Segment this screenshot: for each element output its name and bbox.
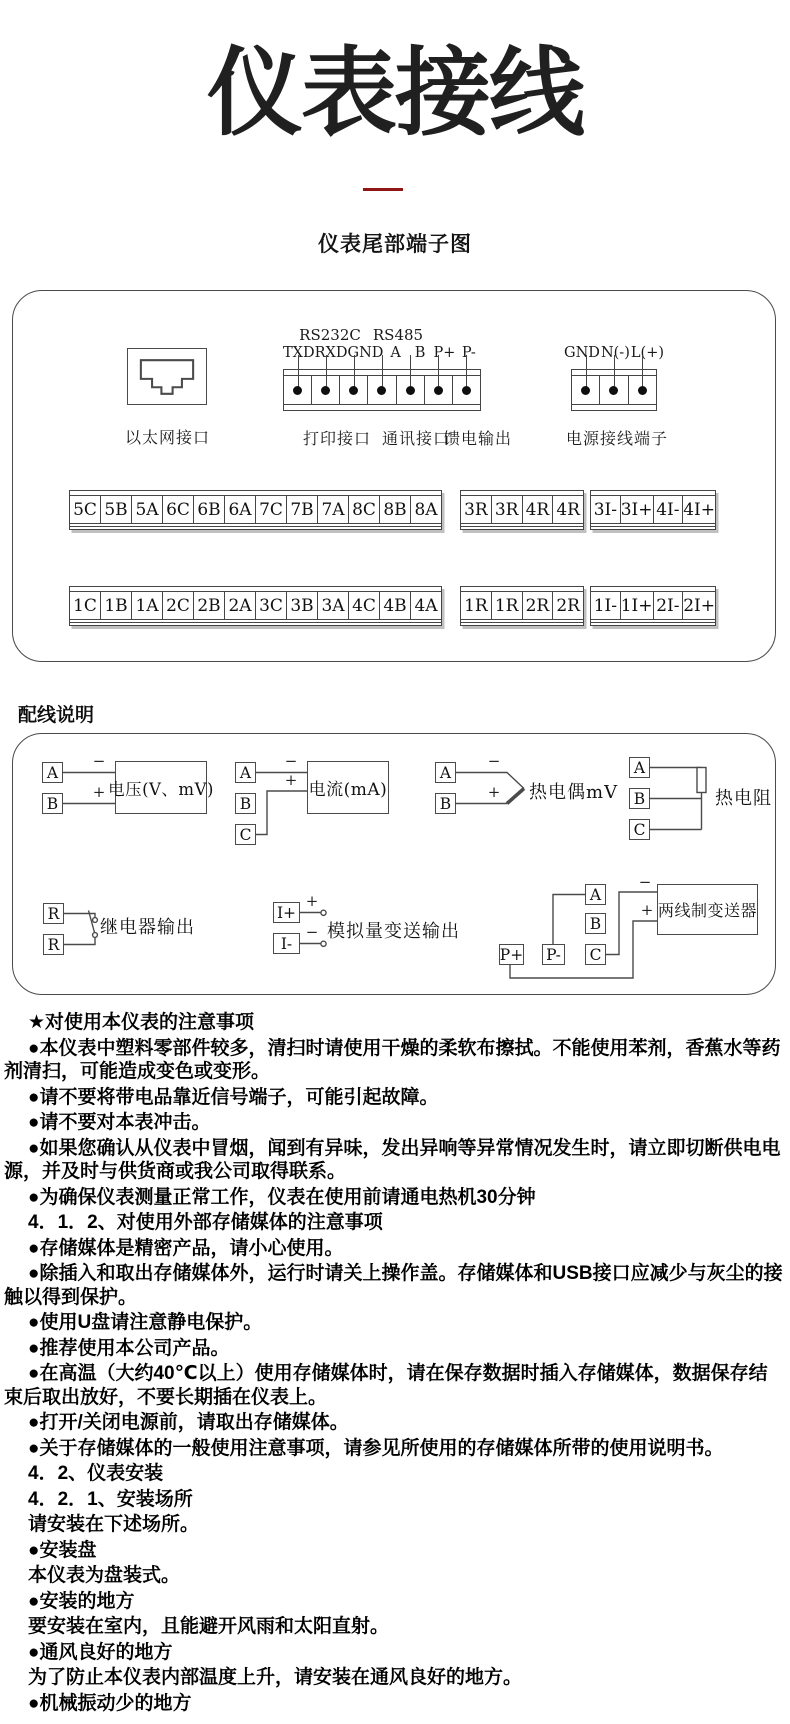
screw-terminal <box>312 376 340 404</box>
current-strip-row2 <box>590 586 716 626</box>
pin-label: TXD <box>283 345 315 361</box>
note-paragraph: ★对使用本仪表的注意事项 <box>28 1012 255 1033</box>
ethernet-port-icon <box>127 348 207 405</box>
rtd-terminal-a: A <box>629 757 650 778</box>
note-paragraph: 要安装在室内，且能避开风雨和太阳直射。 <box>28 1616 390 1637</box>
analog-terminal-iminus: I- <box>273 933 300 954</box>
rtd-label: 热电阻 <box>715 788 772 809</box>
relay-terminal-r2: R <box>43 934 64 955</box>
note-paragraph: ●机械振动少的地方 <box>28 1692 192 1714</box>
ethernet-caption: 以太网接口 <box>125 428 211 447</box>
rs485-label: RS485 <box>372 326 424 344</box>
note-paragraph: ●通风良好的地方 <box>28 1641 173 1663</box>
terminal-cell: 7B <box>287 496 318 523</box>
screw-terminal <box>284 376 312 404</box>
note-paragraph: ●安装的地方 <box>28 1590 135 1612</box>
tc-plus-sign: + <box>487 783 501 801</box>
voltage-minus-sign: − <box>92 752 106 770</box>
current-plus-sign: + <box>284 771 298 789</box>
terminal-cell: 1R <box>492 592 523 619</box>
note-paragraph: ●使用U盘请注意静电保护。 <box>28 1312 263 1333</box>
note-paragraph: ●请不要对本表冲击。 <box>28 1112 211 1133</box>
strip-rail <box>591 523 715 529</box>
terminal-cell: 1I+ <box>621 592 654 619</box>
terminal-cell: 6C <box>163 496 194 523</box>
current-cells-row1 <box>591 496 715 523</box>
screw-terminal <box>340 376 368 404</box>
terminal-cell: 1I- <box>591 592 621 619</box>
terminal-cell: 3C <box>256 592 287 619</box>
terminal-cell: 7A <box>318 496 349 523</box>
screw-terminal <box>368 376 396 404</box>
wiring-diagram <box>12 733 776 995</box>
comm-terminal-strip <box>283 369 481 411</box>
strip-rail <box>461 523 583 529</box>
note-paragraph: ●存储媒体是精密产品，请小心使用。 <box>28 1237 344 1259</box>
terminal-cell: 6A <box>225 496 256 523</box>
title-accent-line <box>363 188 403 191</box>
terminal-cell: 5A <box>132 496 163 523</box>
pin-label: RXD <box>314 345 348 361</box>
page-title: 仪表接线 <box>207 40 583 147</box>
wiring-heading: 配线说明 <box>18 705 95 726</box>
terminal-cell: 4R <box>523 496 554 523</box>
relay-cells-row2 <box>461 592 583 619</box>
channel-strip-row2 <box>69 586 442 626</box>
note-paragraph: 请安装在下述场所。 <box>28 1514 200 1535</box>
rtd-terminal-b: B <box>629 788 650 809</box>
current-terminal-a: A <box>235 762 256 783</box>
current-cells-row2 <box>591 592 715 619</box>
note-paragraph: ●在高温（大约40℃以上）使用存储媒体时，请在保存数据时插入存储媒体，数据保存结束后取出放好，不要长期插在仪表上。 <box>4 1363 768 1408</box>
rj45-jack-icon <box>139 358 195 396</box>
twowire-minus-sign: − <box>638 873 652 891</box>
terminal-cell: 2R <box>556 595 580 616</box>
terminal-cell: 7C <box>256 496 287 523</box>
pin-label: P+ <box>433 345 456 361</box>
current-terminal-c: C <box>235 824 256 845</box>
twowire-plus-sign: + <box>640 901 654 919</box>
terminal-cell: 2A <box>225 592 256 619</box>
terminal-cell: 3R <box>492 496 523 523</box>
analog-plus-sign: + <box>305 892 319 910</box>
pin-label: N(-) <box>600 345 630 361</box>
note-paragraph: ●推荐使用本公司产品。 <box>28 1337 230 1359</box>
terminal-cell: 8B <box>380 496 411 523</box>
screw-terminal <box>453 376 480 404</box>
voltage-terminal-b: B <box>42 793 63 814</box>
note-paragraph: 为了防止本仪表内部温度上升，请安装在通风良好的地方。 <box>28 1667 523 1688</box>
twowire-terminal-pminus: P- <box>542 944 565 965</box>
strip-rail <box>70 523 441 529</box>
note-paragraph: 本仪表为盘装式。 <box>28 1565 181 1586</box>
current-strip-row1 <box>590 490 716 530</box>
terminal-cell: 4R <box>556 499 580 520</box>
pin-label: GND <box>347 345 384 361</box>
terminal-cell: 4C <box>349 592 380 619</box>
channel-cells-row1 <box>70 496 441 523</box>
power-caption: 电源接线端子 <box>566 429 669 448</box>
voltage-terminal-a: A <box>42 762 63 783</box>
terminal-cell: 2R <box>523 592 554 619</box>
terminal-cell: 4I- <box>654 496 684 523</box>
voltage-input-box: 电压(V、mV) <box>115 761 207 814</box>
screw-terminal <box>397 376 425 404</box>
terminal-cell: 1A <box>132 592 163 619</box>
terminal-cell: 5B <box>101 496 132 523</box>
strip-rail <box>461 619 583 625</box>
strip-rail <box>591 619 715 625</box>
terminal-cell: 1R <box>461 592 492 619</box>
note-paragraph: ●如果您确认从仪表中冒烟，闻到有异味，发出异响等异常情况发生时，请立即切断供电电源，并及时与供货商或我公司取得联系。 <box>4 1137 781 1182</box>
note-paragraph: ●请不要将带电品靠近信号端子，可能引起故障。 <box>28 1086 439 1108</box>
terminal-cell: 3I+ <box>621 496 654 523</box>
notes-section <box>0 1011 790 1717</box>
terminal-cell: 8A <box>414 499 438 520</box>
comm-terminal-cells <box>284 376 480 404</box>
analog-minus-sign: − <box>305 923 319 941</box>
channel-strip-row1 <box>69 490 442 530</box>
terminal-cell: 4I+ <box>683 499 715 520</box>
pin-label: GND <box>564 345 600 361</box>
relay-cells-row1 <box>461 496 583 523</box>
relay-terminal-r1: R <box>43 903 64 924</box>
pin-label: P- <box>461 345 476 361</box>
feed-output-caption: 馈电输出 <box>444 429 513 448</box>
terminal-cell: 4A <box>414 595 438 616</box>
twowire-terminal-b: B <box>585 913 606 934</box>
note-paragraph: ●打开/关闭电源前，请取出存储媒体。 <box>28 1412 349 1433</box>
note-paragraph: 4．2、仪表安装 <box>28 1463 164 1484</box>
pin-label: L(+) <box>630 345 664 361</box>
terminal-cell: 2I- <box>654 592 684 619</box>
terminal-cell: 2C <box>163 592 194 619</box>
tc-terminal-a: A <box>435 762 456 783</box>
screw-terminal <box>600 376 628 404</box>
current-input-box: 电流(mA) <box>307 761 389 814</box>
pin-label: A <box>390 345 401 361</box>
terminal-cell: 2B <box>194 592 225 619</box>
terminal-cell: 4B <box>380 592 411 619</box>
print-port-caption: 打印接口 <box>303 429 372 448</box>
analog-output-label: 模拟量变送输出 <box>327 921 460 942</box>
terminal-cell: 3A <box>318 592 349 619</box>
twowire-terminal-pplus: P+ <box>499 945 524 964</box>
terminal-cell: 2I+ <box>683 595 715 616</box>
rs232c-label: RS232C <box>299 326 361 344</box>
channel-cells-row2 <box>70 592 441 619</box>
rtd-terminal-c: C <box>629 819 650 840</box>
terminal-cell: 8C <box>349 496 380 523</box>
terminal-cell: 3I- <box>591 496 621 523</box>
note-paragraph: 4．1．2、对使用外部存储媒体的注意事项 <box>28 1212 383 1233</box>
strip-rail <box>70 619 441 625</box>
thermocouple-label: 热电偶mV <box>529 782 619 803</box>
terminal-cell: 1C <box>70 592 101 619</box>
strip-rail <box>284 404 480 410</box>
current-minus-sign: − <box>284 752 298 770</box>
note-paragraph: ●关于存储媒体的一般使用注意事项，请参见所使用的存储媒体所带的使用说明书。 <box>28 1437 724 1459</box>
terminal-cell: 3R <box>461 496 492 523</box>
tc-terminal-b: B <box>435 793 456 814</box>
note-paragraph: ●安装盘 <box>28 1539 97 1561</box>
terminal-cell: 5C <box>70 496 101 523</box>
tc-minus-sign: − <box>487 752 501 770</box>
terminal-cell: 3B <box>287 592 318 619</box>
current-terminal-b: B <box>235 793 256 814</box>
strip-rail <box>572 404 656 410</box>
twowire-terminal-a: A <box>585 884 606 905</box>
pin-label: B <box>414 345 426 361</box>
relay-strip-row2 <box>460 586 584 626</box>
screw-terminal <box>572 376 600 404</box>
screw-terminal <box>425 376 453 404</box>
screw-terminal <box>629 376 656 404</box>
section-subtitle: 仪表尾部端子图 <box>318 233 472 256</box>
voltage-plus-sign: + <box>92 783 106 801</box>
relay-output-label: 继电器输出 <box>100 917 195 938</box>
terminal-cell: 6B <box>194 496 225 523</box>
rear-terminal-diagram <box>12 290 776 662</box>
twowire-transmitter-box: 两线制变送器 <box>657 884 758 935</box>
twowire-terminal-c: C <box>585 944 606 965</box>
note-paragraph: ●本仪表中塑料零部件较多，清扫时请使用干燥的柔软布擦拭。不能使用苯剂，香蕉水等药剂清扫，可能造成变色或变形。 <box>4 1037 781 1082</box>
comm-port-caption: 通讯接口 <box>382 429 451 448</box>
terminal-cell: 1B <box>101 592 132 619</box>
power-terminal-strip <box>571 369 657 411</box>
relay-strip-row1 <box>460 490 584 530</box>
power-terminal-cells <box>572 376 656 404</box>
analog-terminal-iplus: I+ <box>273 902 300 923</box>
note-paragraph: 4．2．1、安装场所 <box>28 1488 193 1510</box>
note-paragraph: ●为确保仪表测量正常工作，仪表在使用前请通电热机30分钟 <box>28 1186 536 1208</box>
note-paragraph: ●除插入和取出存储媒体外，运行时请关上操作盖。存储媒体和USB接口应减少与灰尘的接触以得到保护。 <box>4 1263 783 1308</box>
